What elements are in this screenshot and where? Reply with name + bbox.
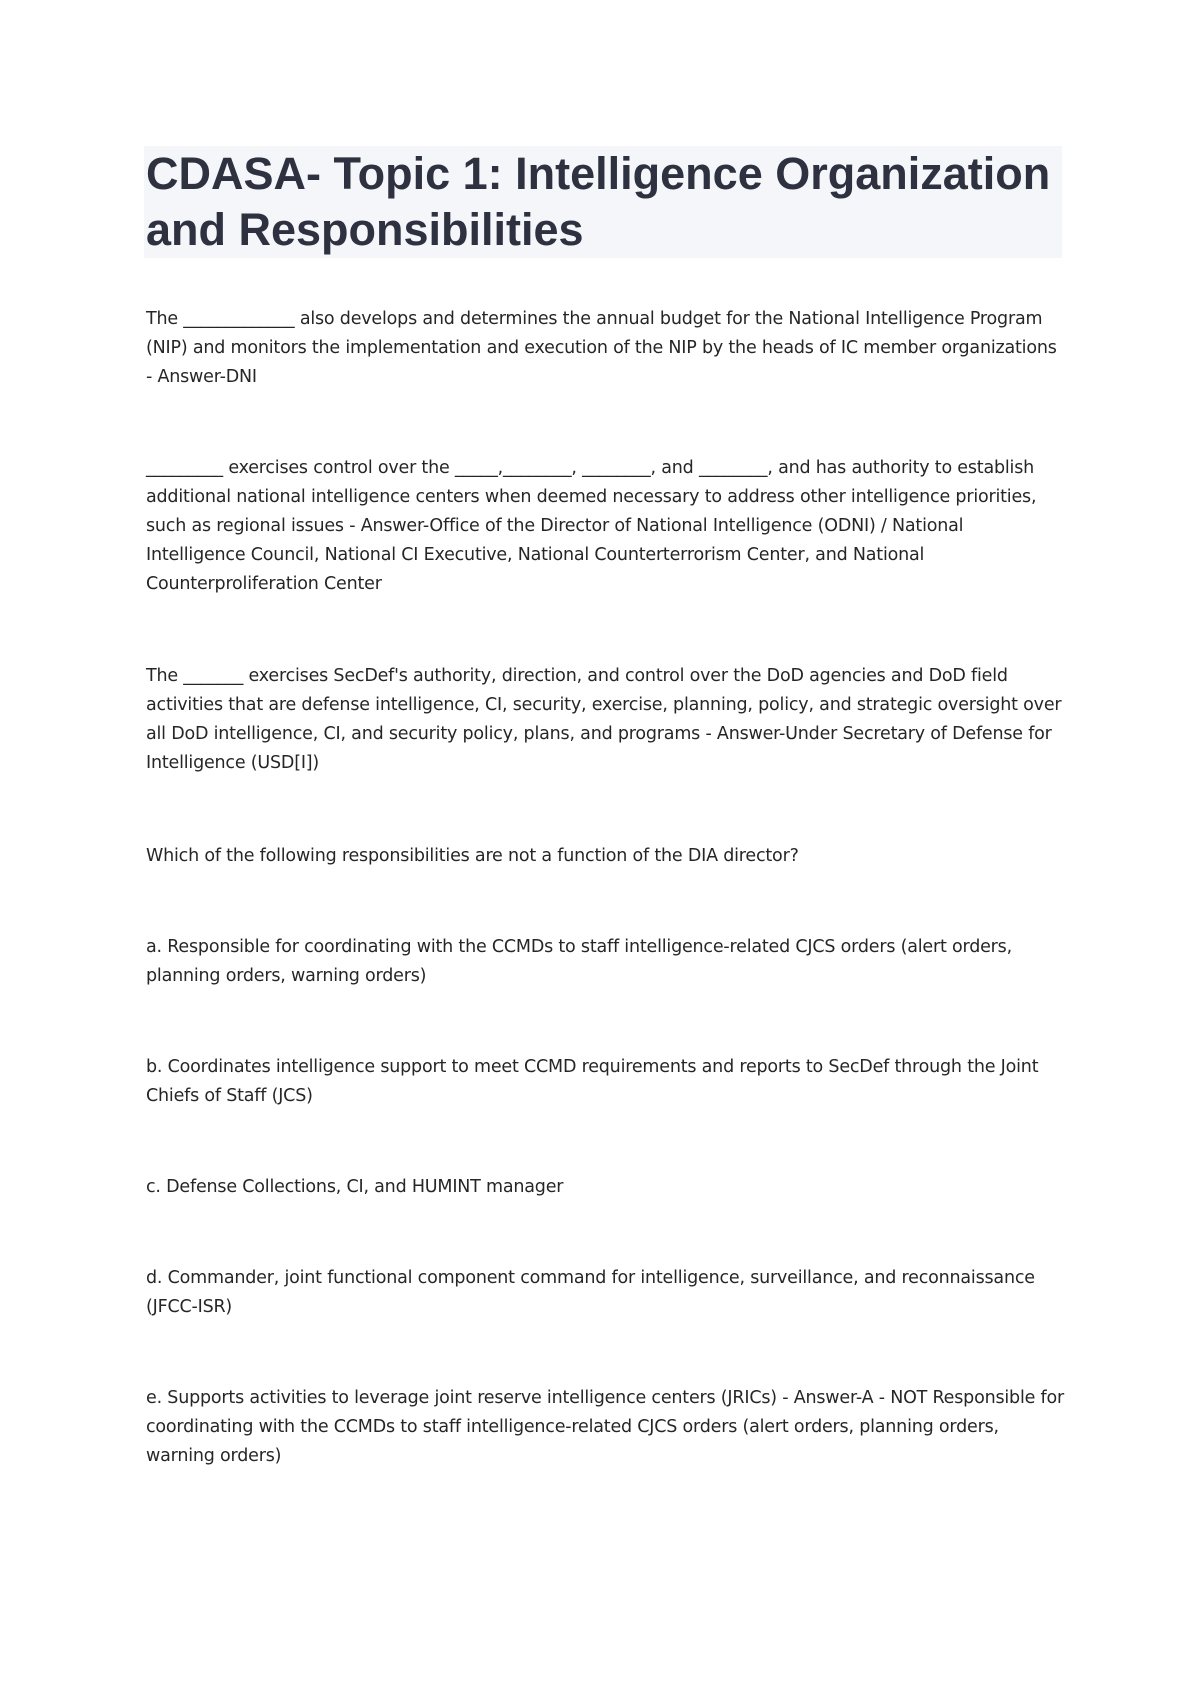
option-b: b. Coordinates intelligence support to meet CCMD requirements and reports to SecDef through the Joint Chiefs of Staff (JCS)	[146, 1057, 1039, 1106]
option-e-answer: e. Supports activities to leverage joint reserve intelligence centers (JRICs) - Answer-A - NOT Responsible for coordinating with the CCMDs to staff intelligence-related CJCS orders (alert orders, planning orders, warning orders)	[146, 1388, 1065, 1466]
title-banner	[144, 146, 1062, 258]
paragraph-usdi-authority: The _______ exercises SecDef's authority, direction, and control over the DoD agencies and DoD field activities that are defense intelligence, CI, security, exercise, planning, policy, and strategic oversight over all DoD intelligence, CI, and security policy, plans, and programs - Answer-Under Secretary of Defense for Intelligence (USD[I])	[146, 666, 1062, 773]
paragraph-dni-budget: The _____________ also develops and determines the annual budget for the National Intelligence Program (NIP) and monitors the implementation and execution of the NIP by the heads of IC member organizations - Answer-DNI	[146, 309, 1057, 387]
option-d: d. Commander, joint functional component command for intelligence, surveillance, and reconnaissance (JFCC-ISR)	[146, 1268, 1035, 1317]
question-dia-director: Which of the following responsibilities are not a function of the DIA director?	[146, 846, 799, 866]
page-title: CDASA- Topic 1: Intelligence Organization and Responsibilities	[146, 148, 1051, 255]
option-a: a. Responsible for coordinating with the CCMDs to staff intelligence-related CJCS orders (alert orders, planning orders, warning orders)	[146, 937, 1012, 986]
option-c: c. Defense Collections, CI, and HUMINT manager	[146, 1177, 564, 1197]
paragraph-odni-control: _________ exercises control over the _____,________, ________, and ________, and has authority to establish additional national intelligence centers when deemed necessary to address other intelligence priorities, such as regional issues - Answer-Office of the Director of National Intelligence (ODNI) / National Intelligence Council, National CI Executive, National Counterterrorism Center, and National Counterproliferation Center	[146, 458, 1037, 594]
